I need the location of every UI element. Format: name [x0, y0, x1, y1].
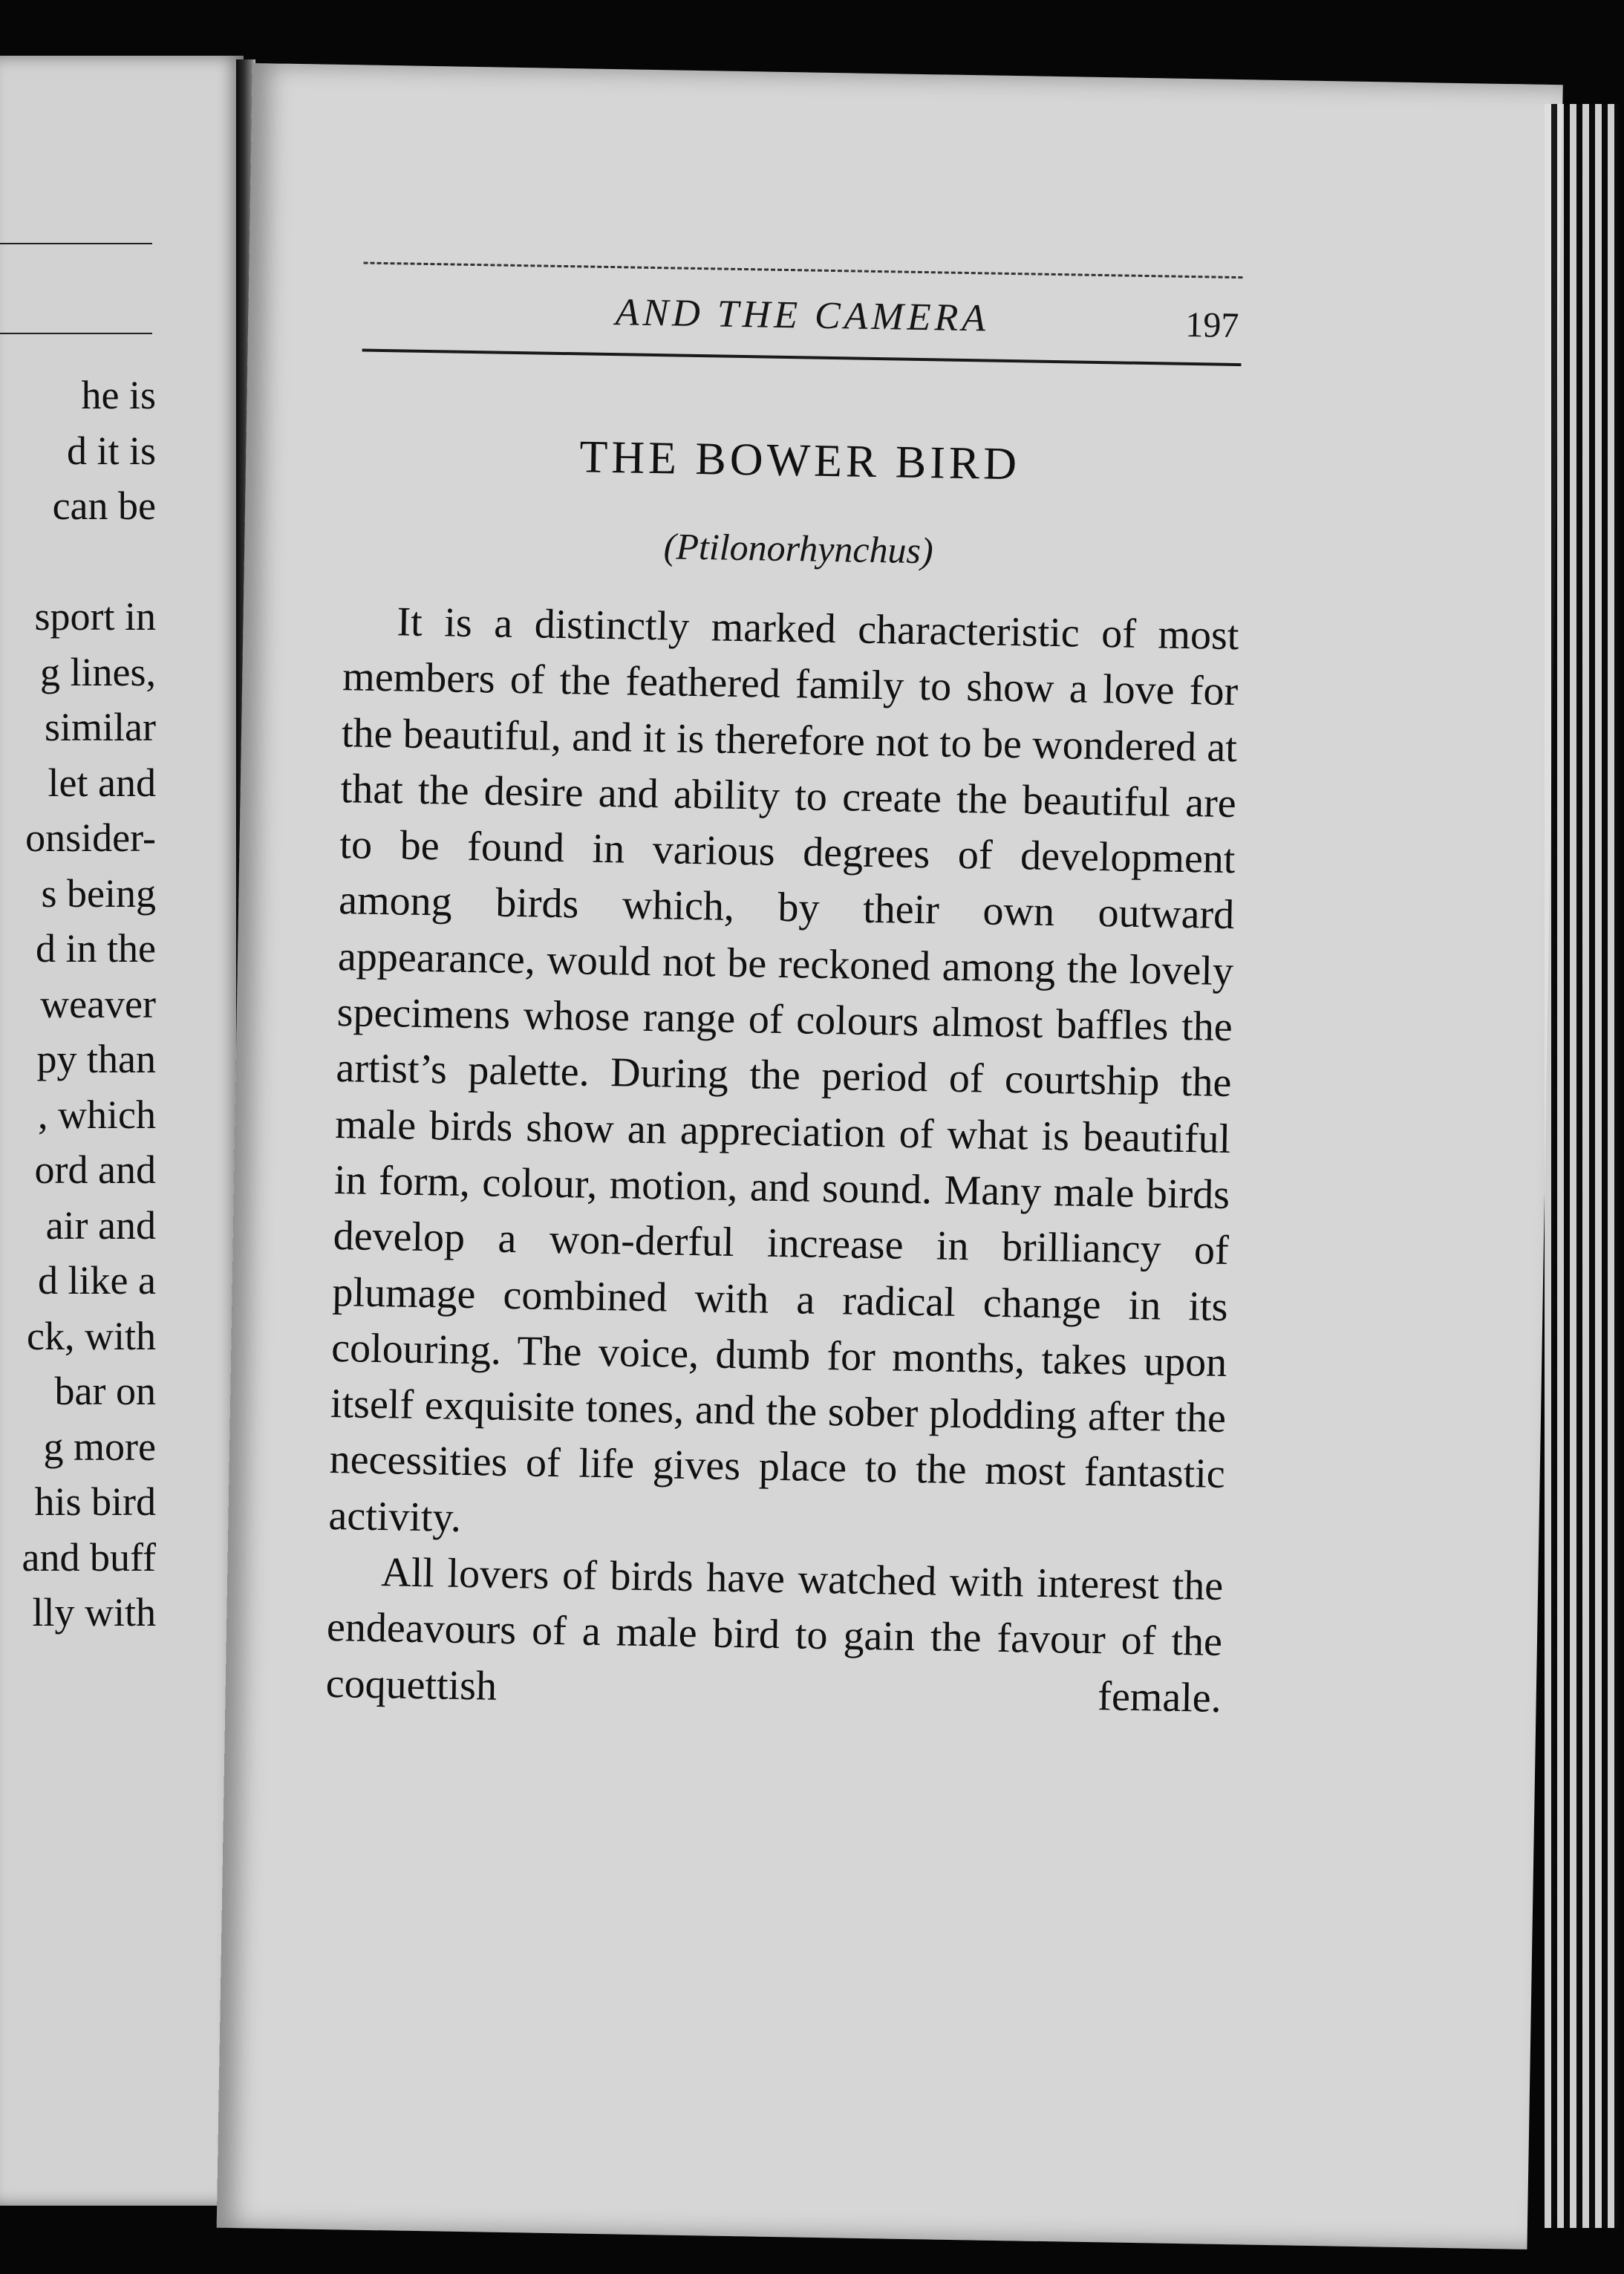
paragraph: All lovers of birds have watched with interest the endeavours of a male bird to gain the favour of the coquettish female. [325, 1549, 1224, 1721]
left-line: can be [52, 483, 156, 528]
left-line: bar on [54, 1369, 156, 1413]
page-edges [1545, 104, 1619, 2228]
left-line: similar [45, 705, 156, 749]
left-line: air and [45, 1202, 156, 1248]
left-line [0, 534, 156, 590]
left-line: lly with [32, 1590, 156, 1635]
left-line: d in the [36, 926, 156, 971]
page-number: 197 [1184, 304, 1239, 346]
left-line: ord and [34, 1147, 156, 1192]
left-page-text [0, 368, 156, 1641]
left-line: his bird [34, 1479, 156, 1524]
body-text [325, 593, 1239, 1727]
left-line: g more [43, 1424, 156, 1469]
running-head: AND THE CAMERA [615, 291, 990, 340]
left-line: sport in [34, 594, 156, 639]
left-line: g lines, [40, 649, 156, 694]
header-rule-bottom [362, 349, 1242, 367]
left-line: d like a [38, 1258, 156, 1303]
right-page [217, 63, 1563, 2249]
chapter-title: THE BOWER BIRD [578, 431, 1021, 490]
left-page [0, 56, 244, 2206]
left-line: and buff [22, 1534, 156, 1580]
left-line: py than [36, 1037, 156, 1081]
header-rule-top [364, 262, 1243, 279]
left-header-rule-top [0, 243, 152, 244]
left-line: d it is [66, 428, 156, 473]
left-line: weaver [40, 981, 156, 1026]
left-line: he is [81, 373, 156, 417]
left-header-rule-bottom [0, 333, 152, 334]
left-line: ck, with [27, 1313, 156, 1358]
left-line: , which [38, 1092, 156, 1137]
chapter-subtitle: (Ptilonorhynchus) [663, 525, 934, 572]
left-line: s being [41, 870, 156, 916]
left-line: let and [48, 760, 156, 805]
left-line: onsider- [25, 815, 156, 860]
paragraph: It is a distinctly marked characteristic of most members of the feathered family to show a love for the beautiful, and it is therefore not to be wondered at that the desire and ability to create the beautiful are to be found in various degrees of development among birds which, by their own outward appearance, would not be reckoned among the lovely specimens whose range of colours almost baffles the artist’s palette. During the period of courtship the male birds show an appreciation of what is beautiful in form, colour, motion, and sound. Many male birds develop a won-derful increase in brilliancy of plumage combined with a radical change in its colouring. The voice, dumb for months, takes upon itself exquisite tones, and the sober plodding after the necessities of life gives place to the most fantastic activity. [328, 599, 1239, 1541]
